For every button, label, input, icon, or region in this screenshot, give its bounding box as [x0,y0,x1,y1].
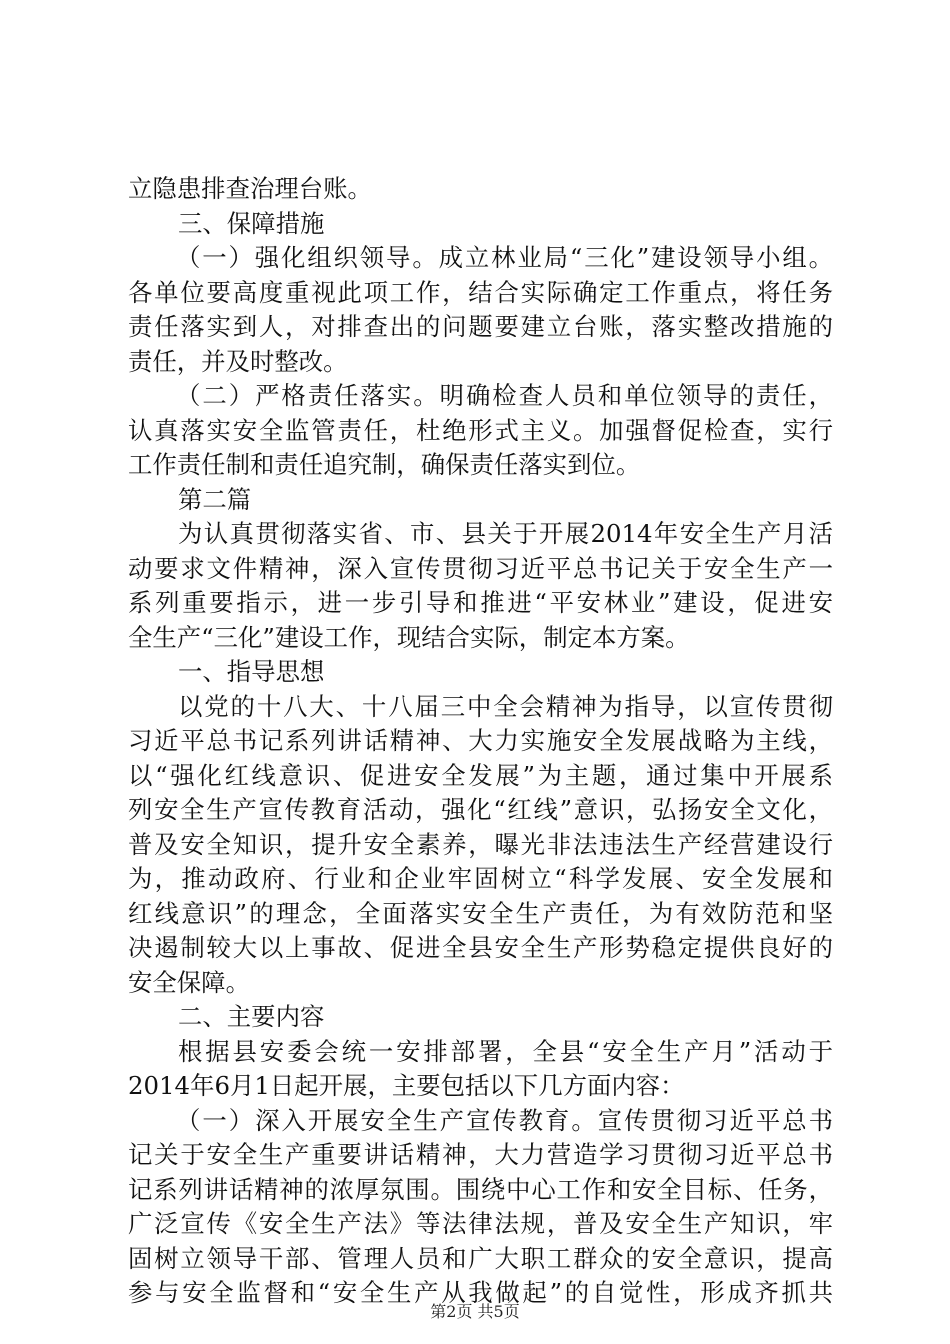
text-line: 2014年6月1日起开展，主要包括以下几方面内容： [128,1071,685,1100]
text-line: 参与安全监督和“安全生产从我做起”的自觉性，形成齐抓共 [128,1278,833,1307]
text-line: 动要求文件精神，深入宣传贯彻习近平总书记关于安全生产一 [128,553,833,583]
text-line: 以“强化红线意识、促进安全发展”为主题，通过集中开展系 [128,760,833,790]
text-line: 决遏制较大以上事故、促进全县安全生产形势稳定提供良好的 [128,933,833,962]
text-line: 安全保障。 [128,967,250,997]
text-line: 责任，并及时整改。 [128,346,348,376]
text-line: 红线意识”的理念，全面落实安全生产责任，为有效防范和坚 [128,898,833,928]
text-line: 记关于安全生产重要讲话精神，大力营造学习贯彻习近平总书 [128,1140,833,1169]
text-line: （二）严格责任落实。明确检查人员和单位领导的责任， [176,381,833,410]
text-line: （一）强化组织领导。成立林业局“三化”建设领导小组。 [176,243,833,272]
text-line: 普及安全知识，提升安全素养，曝光非法违法生产经营建设行 [128,829,833,859]
page-footer [0,1301,950,1323]
text-line: 广泛宣传《安全生产法》等法律法规，普及安全生产知识，牢 [128,1209,833,1238]
text-line: 工作责任制和责任追究制，确保责任落实到位。 [128,450,641,479]
text-line: 为，推动政府、行业和企业牢固树立“科学发展、安全发展和 [128,864,833,893]
text-line: 记系列讲话精神的浓厚氛围。围绕中心工作和安全目标、任务， [128,1174,833,1204]
text-line: 各单位要高度重视此项工作，结合实际确定工作重点，将任务 [128,277,833,307]
document-body [128,172,833,1311]
text-line: 责任落实到人，对排查出的问题要建立台账，落实整改措施的 [128,312,833,341]
section-heading: 三、保障措施 [178,208,325,238]
part-heading: 第二篇 [178,484,252,514]
page-number: 第2页 共5页 [430,1302,520,1321]
text-line: 列安全生产宣传教育活动，强化“红线”意识，弘扬安全文化， [128,795,833,824]
text-line: 立隐患排查治理台账。 [128,174,372,203]
text-line: （一）深入开展安全生产宣传教育。宣传贯彻习近平总书 [176,1105,833,1135]
text-line: 系列重要指示，进一步引导和推进“平安林业”建设，促进安 [128,588,833,617]
text-line: 为认真贯彻落实省、市、县关于开展2014年安全生产月活 [178,519,833,548]
text-line: 固树立领导干部、管理人员和广大职工群众的安全意识，提高 [128,1243,833,1273]
text-line: 全生产“三化”建设工作，现结合实际，制定本方案。 [128,622,690,652]
text-line: 以党的十八大、十八届三中全会精神为指导，以宣传贯彻 [178,691,833,721]
section-heading: 一、指导思想 [178,657,325,686]
section-heading: 二、主要内容 [178,1002,325,1031]
text-line: 根据县安委会统一安排部署，全县“安全生产月”活动于 [178,1036,833,1066]
text-line: 认真落实安全监管责任，杜绝形式主义。加强督促检查，实行 [128,415,833,445]
text-line: 习近平总书记系列讲话精神、大力实施安全发展战略为主线， [128,726,833,755]
